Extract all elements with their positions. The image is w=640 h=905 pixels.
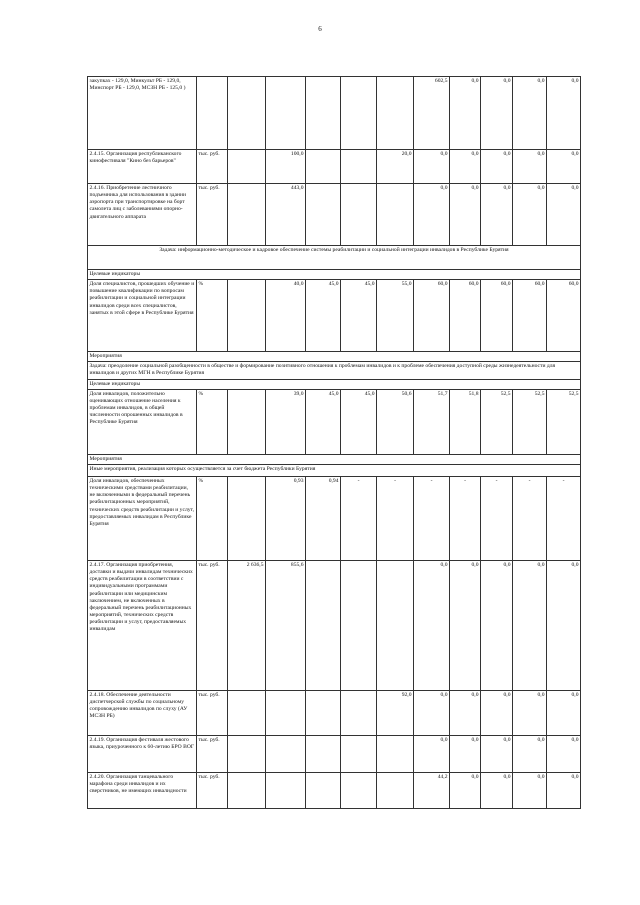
value-cell: 52,5	[513, 389, 547, 454]
value-cell: 443,0	[266, 184, 306, 246]
table-row	[88, 184, 581, 246]
table-row	[88, 150, 581, 184]
value-cell	[228, 690, 266, 735]
page-number: 6	[318, 25, 322, 33]
value-cell: 60,0	[450, 280, 481, 352]
value-cell	[377, 77, 414, 150]
item-cell: закупках - 129,0, Минкульт РБ - 129,0, Минспорт РБ - 129,0, МСЗН РБ - 125,0 )	[88, 77, 197, 150]
section-heading: Иные мероприятия, реализация которых осуществляется за счет бюджета Республики Бурятия	[88, 464, 581, 476]
value-cell: 0,0	[513, 690, 547, 735]
value-cell	[341, 735, 377, 772]
item-cell: 2.4.18. Обеспечение деятельности диспетчерской службы по социальному сопровождению инвалидов по слуху (АУ МСЗН РБ)	[88, 690, 197, 735]
value-cell: 0,0	[513, 150, 547, 184]
section-row	[88, 362, 581, 379]
value-cell: 0,0	[481, 560, 513, 690]
table-row	[88, 560, 581, 690]
unit-cell: %	[197, 280, 228, 352]
value-cell	[377, 735, 414, 772]
value-cell: 92,0	[377, 690, 414, 735]
item-cell: 2.4.16. Приобретение лестничного подъемника для использования в здании аэропорта при транспортировке на борт самолета лиц с заболеваниями опорно-двигательного аппарата	[88, 184, 197, 246]
value-cell: 52,5	[481, 389, 513, 454]
unit-cell: тыс. руб.	[197, 772, 228, 808]
value-cell: 0,0	[450, 77, 481, 150]
value-cell	[341, 772, 377, 808]
unit-cell	[197, 77, 228, 150]
value-cell: 0,0	[547, 560, 581, 690]
value-cell: 39,0	[266, 389, 306, 454]
value-cell: -	[547, 476, 581, 560]
value-cell: 0,0	[547, 735, 581, 772]
value-cell: 0,0	[513, 184, 547, 246]
value-cell: 0,0	[513, 772, 547, 808]
value-cell: 602,5	[414, 77, 450, 150]
value-cell: 2 636,5	[228, 560, 266, 690]
value-cell: 0,0	[450, 560, 481, 690]
value-cell: 0,0	[481, 77, 513, 150]
value-cell: 0,0	[450, 690, 481, 735]
section-row	[88, 270, 581, 280]
value-cell: 0,0	[481, 735, 513, 772]
value-cell: 20,0	[377, 150, 414, 184]
value-cell: 0,0	[481, 150, 513, 184]
table-row	[88, 280, 581, 352]
value-cell: 44,2	[414, 772, 450, 808]
value-cell	[341, 150, 377, 184]
section-row	[88, 454, 581, 464]
value-cell: 55,0	[377, 280, 414, 352]
unit-cell: тыс. руб.	[197, 560, 228, 690]
value-cell: 60,0	[481, 280, 513, 352]
unit-cell: тыс. руб.	[197, 735, 228, 772]
unit-cell: тыс. руб.	[197, 690, 228, 735]
item-cell: Доля специалистов, прошедших обучение и повышение квалификации по вопросам реабилитации и социальной интеграции инвалидов среди всех специалистов, занятых в этой сфере в Республике Бурятия	[88, 280, 197, 352]
value-cell: 60,0	[513, 280, 547, 352]
value-cell	[377, 560, 414, 690]
section-heading: Целевые индикаторы	[88, 270, 581, 280]
section-row	[88, 464, 581, 476]
value-cell: -	[450, 476, 481, 560]
table-row	[88, 772, 581, 808]
unit-cell: тыс. руб.	[197, 150, 228, 184]
section-row	[88, 246, 581, 270]
value-cell	[228, 150, 266, 184]
value-cell: 0,0	[547, 772, 581, 808]
table-row	[88, 735, 581, 772]
value-cell	[228, 735, 266, 772]
value-cell: 100,0	[266, 150, 306, 184]
item-cell: Доля инвалидов, положительно оценивающих отношение населения к проблемам инвалидов, в общей численности опрошенных инвалидов в Республике Бурятия	[88, 389, 197, 454]
value-cell: 40,0	[266, 280, 306, 352]
table-row	[88, 476, 581, 560]
value-cell: 0,93	[266, 476, 306, 560]
table-row	[88, 77, 581, 150]
value-cell	[377, 184, 414, 246]
value-cell: 45,0	[306, 280, 341, 352]
value-cell: -	[414, 476, 450, 560]
section-heading: Мероприятия	[88, 352, 581, 362]
value-cell: 51,7	[414, 389, 450, 454]
value-cell	[306, 690, 341, 735]
value-cell	[341, 690, 377, 735]
value-cell: 52,5	[547, 389, 581, 454]
table-row	[88, 690, 581, 735]
value-cell	[306, 150, 341, 184]
value-cell: 45,0	[341, 389, 377, 454]
value-cell: -	[481, 476, 513, 560]
section-row	[88, 352, 581, 362]
value-cell: 0,0	[547, 184, 581, 246]
value-cell: 0,0	[414, 735, 450, 772]
value-cell: 855,6	[266, 560, 306, 690]
section-row	[88, 379, 581, 389]
value-cell	[306, 184, 341, 246]
item-cell: 2.4.19. Организация фестиваля жестового языка, приуроченного к 60-летию БРО ВОГ	[88, 735, 197, 772]
item-cell: Доля инвалидов, обеспеченных техническими средствами реабилитации, не включенными в федеральный перечень реабилитационных мероприятий, технических средств реабилитации и услут, предоставляемых инвалидам в Республике Бурятия	[88, 476, 197, 560]
value-cell: 0,0	[414, 690, 450, 735]
value-cell: 0,0	[414, 184, 450, 246]
unit-cell: %	[197, 389, 228, 454]
section-heading: Задача: преодоление социальной разобщенности в обществе и формирование позитивного отношения к проблемам инвалидов и к проблеме обеспечения доступной среды жизнедеятельности для инвалидов и других МГН в Республике Бурятия	[88, 362, 581, 379]
value-cell: 0,0	[481, 772, 513, 808]
value-cell	[228, 476, 266, 560]
table-row	[88, 389, 581, 454]
value-cell: 0,0	[414, 150, 450, 184]
value-cell: 0,0	[450, 184, 481, 246]
value-cell: 0,0	[513, 77, 547, 150]
value-cell: 60,0	[414, 280, 450, 352]
value-cell: 50,6	[377, 389, 414, 454]
value-cell	[266, 690, 306, 735]
unit-cell: тыс. руб.	[197, 184, 228, 246]
value-cell	[228, 389, 266, 454]
value-cell: 0,0	[481, 184, 513, 246]
value-cell: 0,0	[481, 690, 513, 735]
value-cell	[228, 280, 266, 352]
value-cell	[377, 772, 414, 808]
value-cell: 0,0	[513, 735, 547, 772]
value-cell	[266, 735, 306, 772]
value-cell: 45,0	[306, 389, 341, 454]
value-cell: 0,0	[450, 150, 481, 184]
value-cell: 45,0	[341, 280, 377, 352]
value-cell	[306, 560, 341, 690]
value-cell	[341, 560, 377, 690]
program-table	[87, 76, 581, 809]
value-cell: 60,0	[547, 280, 581, 352]
value-cell: 0,0	[450, 735, 481, 772]
value-cell	[228, 772, 266, 808]
value-cell: 0,0	[414, 560, 450, 690]
value-cell	[306, 772, 341, 808]
value-cell	[341, 184, 377, 246]
value-cell	[306, 735, 341, 772]
value-cell: -	[341, 476, 377, 560]
section-heading: Задача: информационно-методическое и кадровое обеспечение системы реабилитации и социальной интеграции инвалидов в Республике Бурятия	[88, 246, 581, 270]
value-cell: 0,0	[513, 560, 547, 690]
section-heading: Мероприятия	[88, 454, 581, 464]
value-cell	[341, 77, 377, 150]
value-cell: 51,8	[450, 389, 481, 454]
value-cell	[228, 77, 266, 150]
value-cell	[306, 77, 341, 150]
section-heading: Целевые индикаторы	[88, 379, 581, 389]
value-cell	[266, 77, 306, 150]
value-cell: -	[513, 476, 547, 560]
value-cell	[266, 772, 306, 808]
value-cell: 0,0	[547, 690, 581, 735]
item-cell: 2.4.15. Организация республиканского кинофестиваля "Кино без барьеров"	[88, 150, 197, 184]
unit-cell: %	[197, 476, 228, 560]
item-cell: 2.4.20. Организация танцевального марафона среди инвалидов и их сверстников, не имеющих инвалидности	[88, 772, 197, 808]
value-cell	[228, 184, 266, 246]
value-cell: 0,94	[306, 476, 341, 560]
value-cell: 0,0	[450, 772, 481, 808]
value-cell: 0,0	[547, 77, 581, 150]
value-cell: 0,0	[547, 150, 581, 184]
value-cell: -	[377, 476, 414, 560]
item-cell: 2.4.17. Организация приобретения, доставки и выдачи инвалидам технических средств реабилитации в соответствии с индивидуальными программами реабилитации или медицинским заключением, не включенных в федеральный перечень реабилитационных мероприятий, технических средств реабилитации и услуг, предоставляемых инвалидам	[88, 560, 197, 690]
